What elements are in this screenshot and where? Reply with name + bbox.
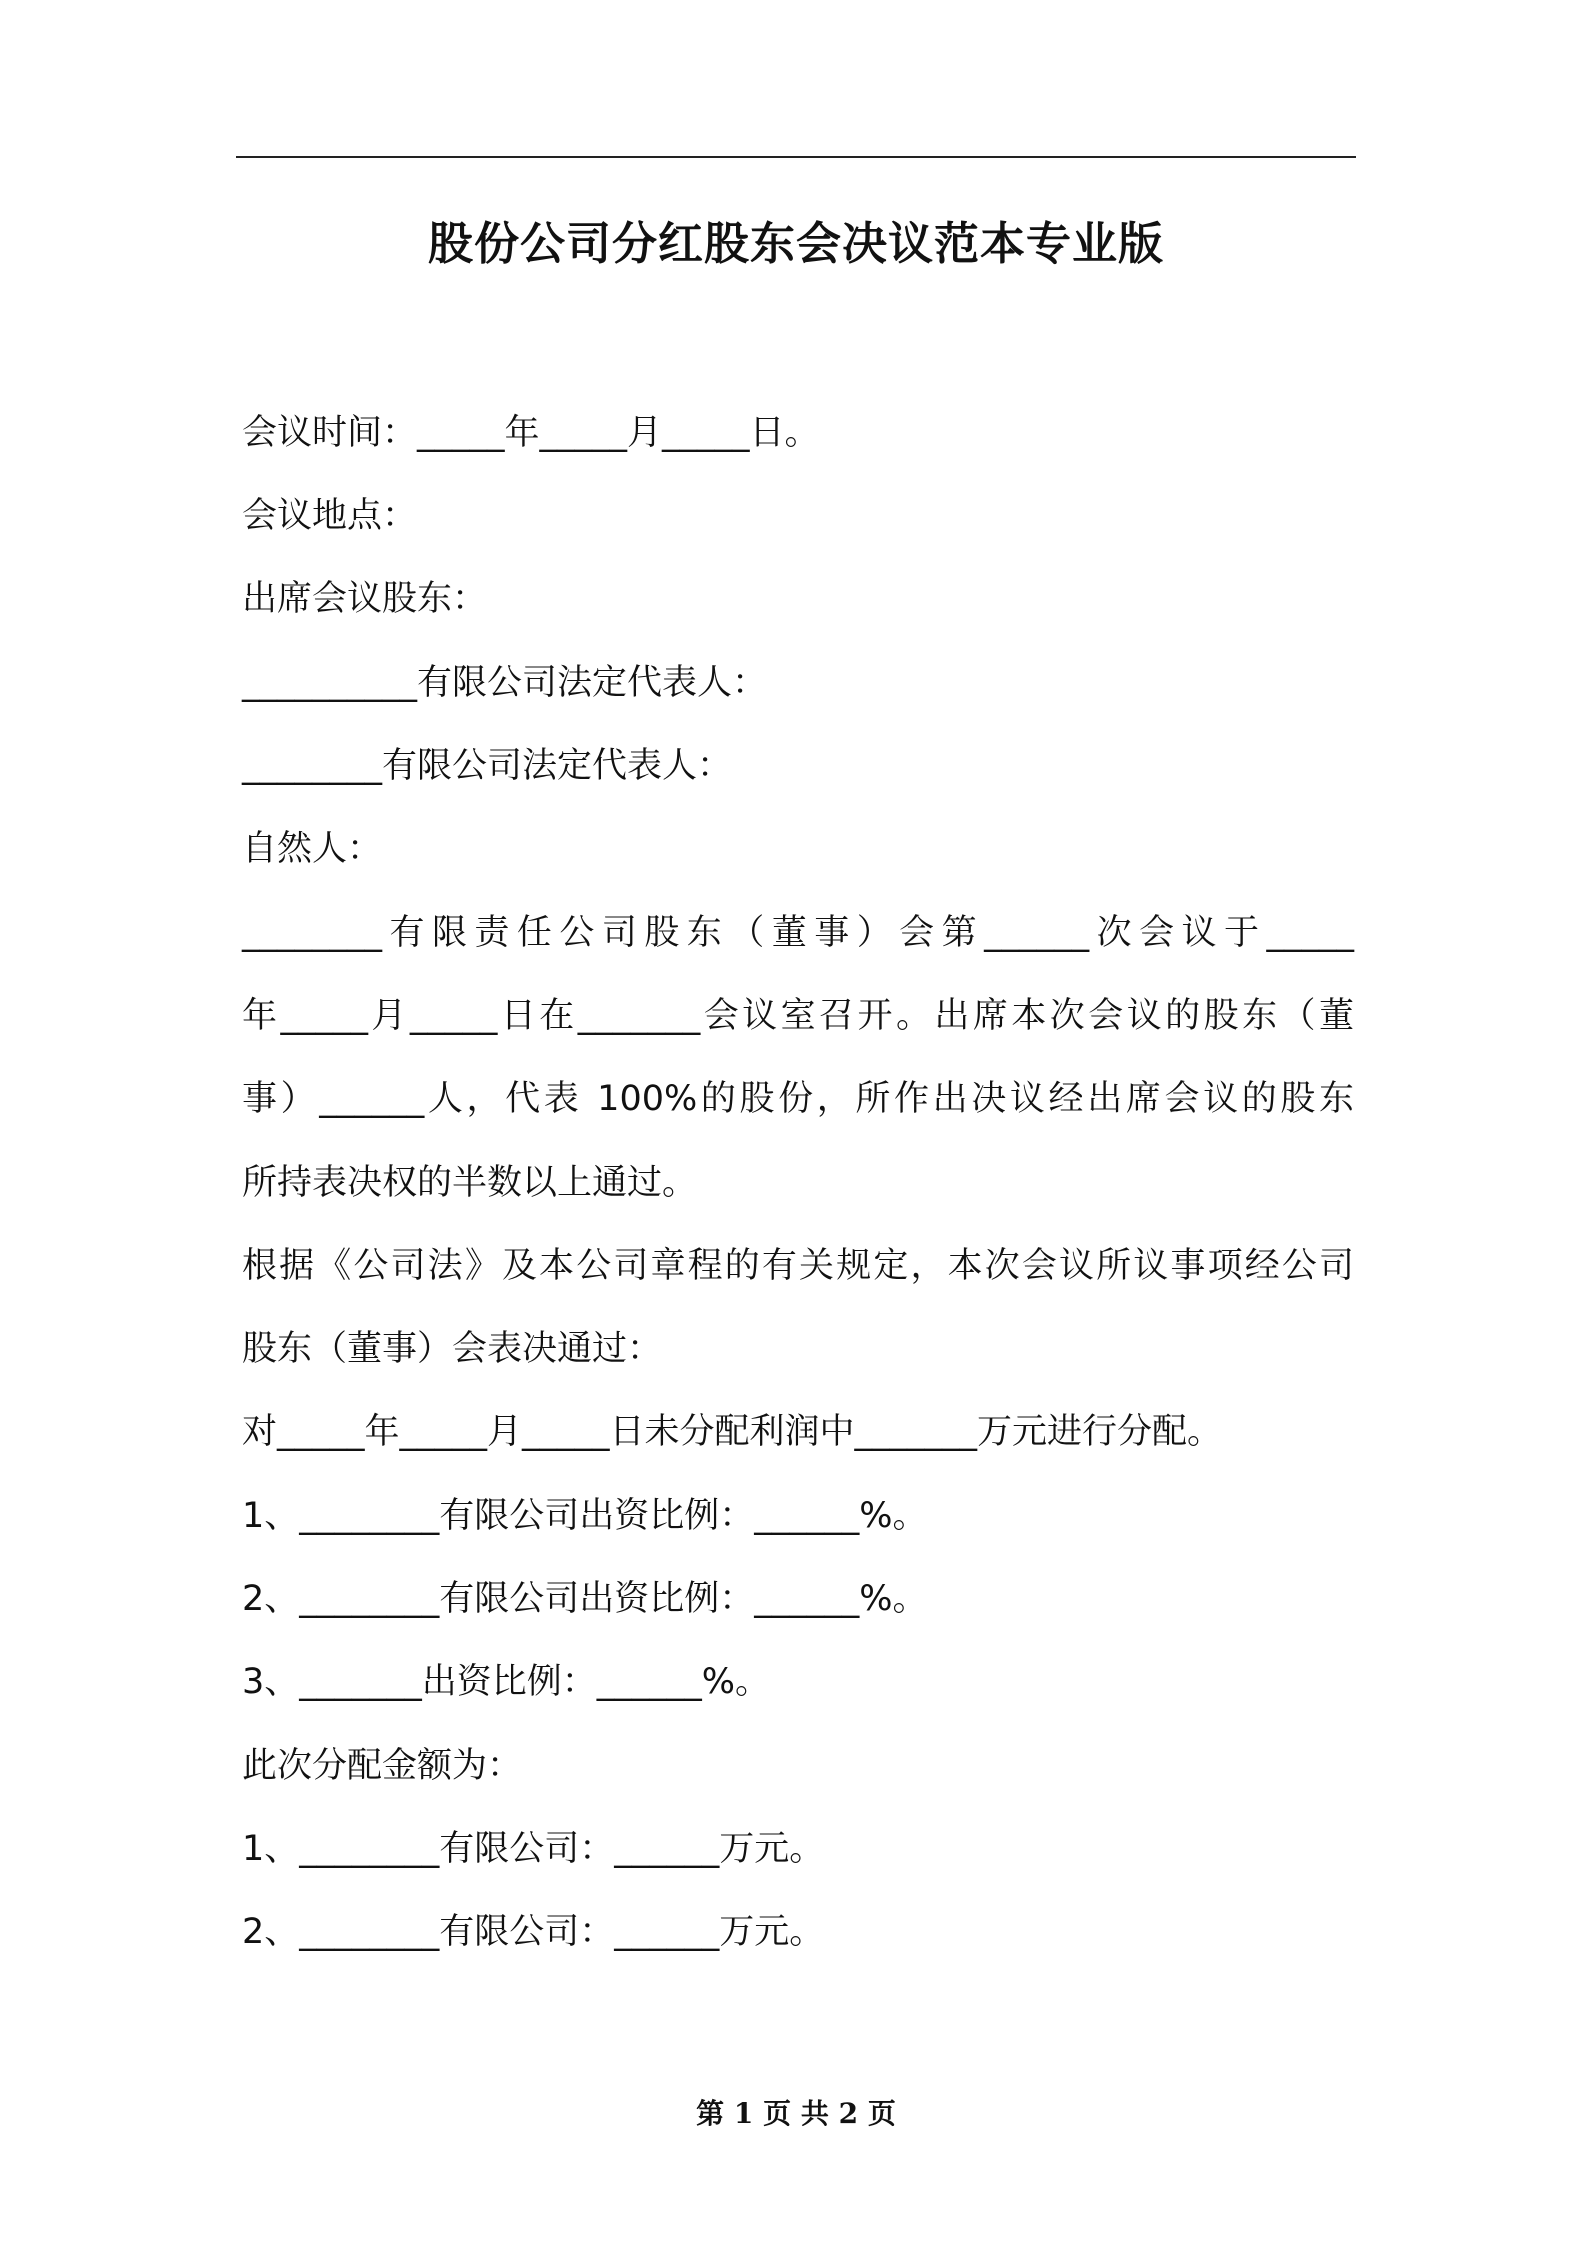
page-footer: 第 1 页 共 2 页 [696, 2097, 896, 2130]
paragraph-line: ________有限责任公司股东（董事）会第______次会议于_____ [242, 913, 1354, 953]
natural-person-line: 自然人： [242, 829, 383, 869]
company-representative-line-2: ________有限公司法定代表人： [242, 746, 733, 786]
paragraph-line: 年_____月_____日在_______会议室召开。出席本次会议的股东（董 [242, 996, 1354, 1036]
distribution-amount-line-2: 2、________有限公司：______万元。 [242, 1912, 825, 1952]
company-representative-line-1: __________有限公司法定代表人： [242, 663, 768, 703]
meeting-place-line: 会议地点： [242, 496, 418, 536]
paragraph-line: 股东（董事）会表决通过： [242, 1329, 663, 1369]
paragraph-line: 事）______人，代表 100%的股份，所作出决议经出席会议的股东 [242, 1079, 1354, 1119]
page-title: 股份公司分红股东会决议范本专业版 [427, 217, 1164, 270]
distribution-line: 对_____年_____月_____日未分配利润中_______万元进行分配。 [242, 1412, 1223, 1452]
distribution-amount-line-1: 1、________有限公司：______万元。 [242, 1829, 825, 1869]
paragraph-line: 根据《公司法》及本公司章程的有关规定，本次会议所议事项经公司 [242, 1246, 1354, 1286]
header-rule [236, 156, 1356, 158]
attending-shareholders-line: 出席会议股东： [242, 579, 488, 619]
paragraph-line: 所持表决权的半数以上通过。 [242, 1163, 698, 1203]
contribution-ratio-line-1: 1、________有限公司出资比例：______%。 [242, 1496, 928, 1536]
distribution-amount-heading: 此次分配金额为： [242, 1746, 523, 1786]
contribution-ratio-line-3: 3、_______出资比例：______%。 [242, 1662, 771, 1702]
contribution-ratio-line-2: 2、________有限公司出资比例：______%。 [242, 1579, 928, 1619]
meeting-time-line: 会议时间：_____年_____月_____日。 [242, 413, 820, 453]
